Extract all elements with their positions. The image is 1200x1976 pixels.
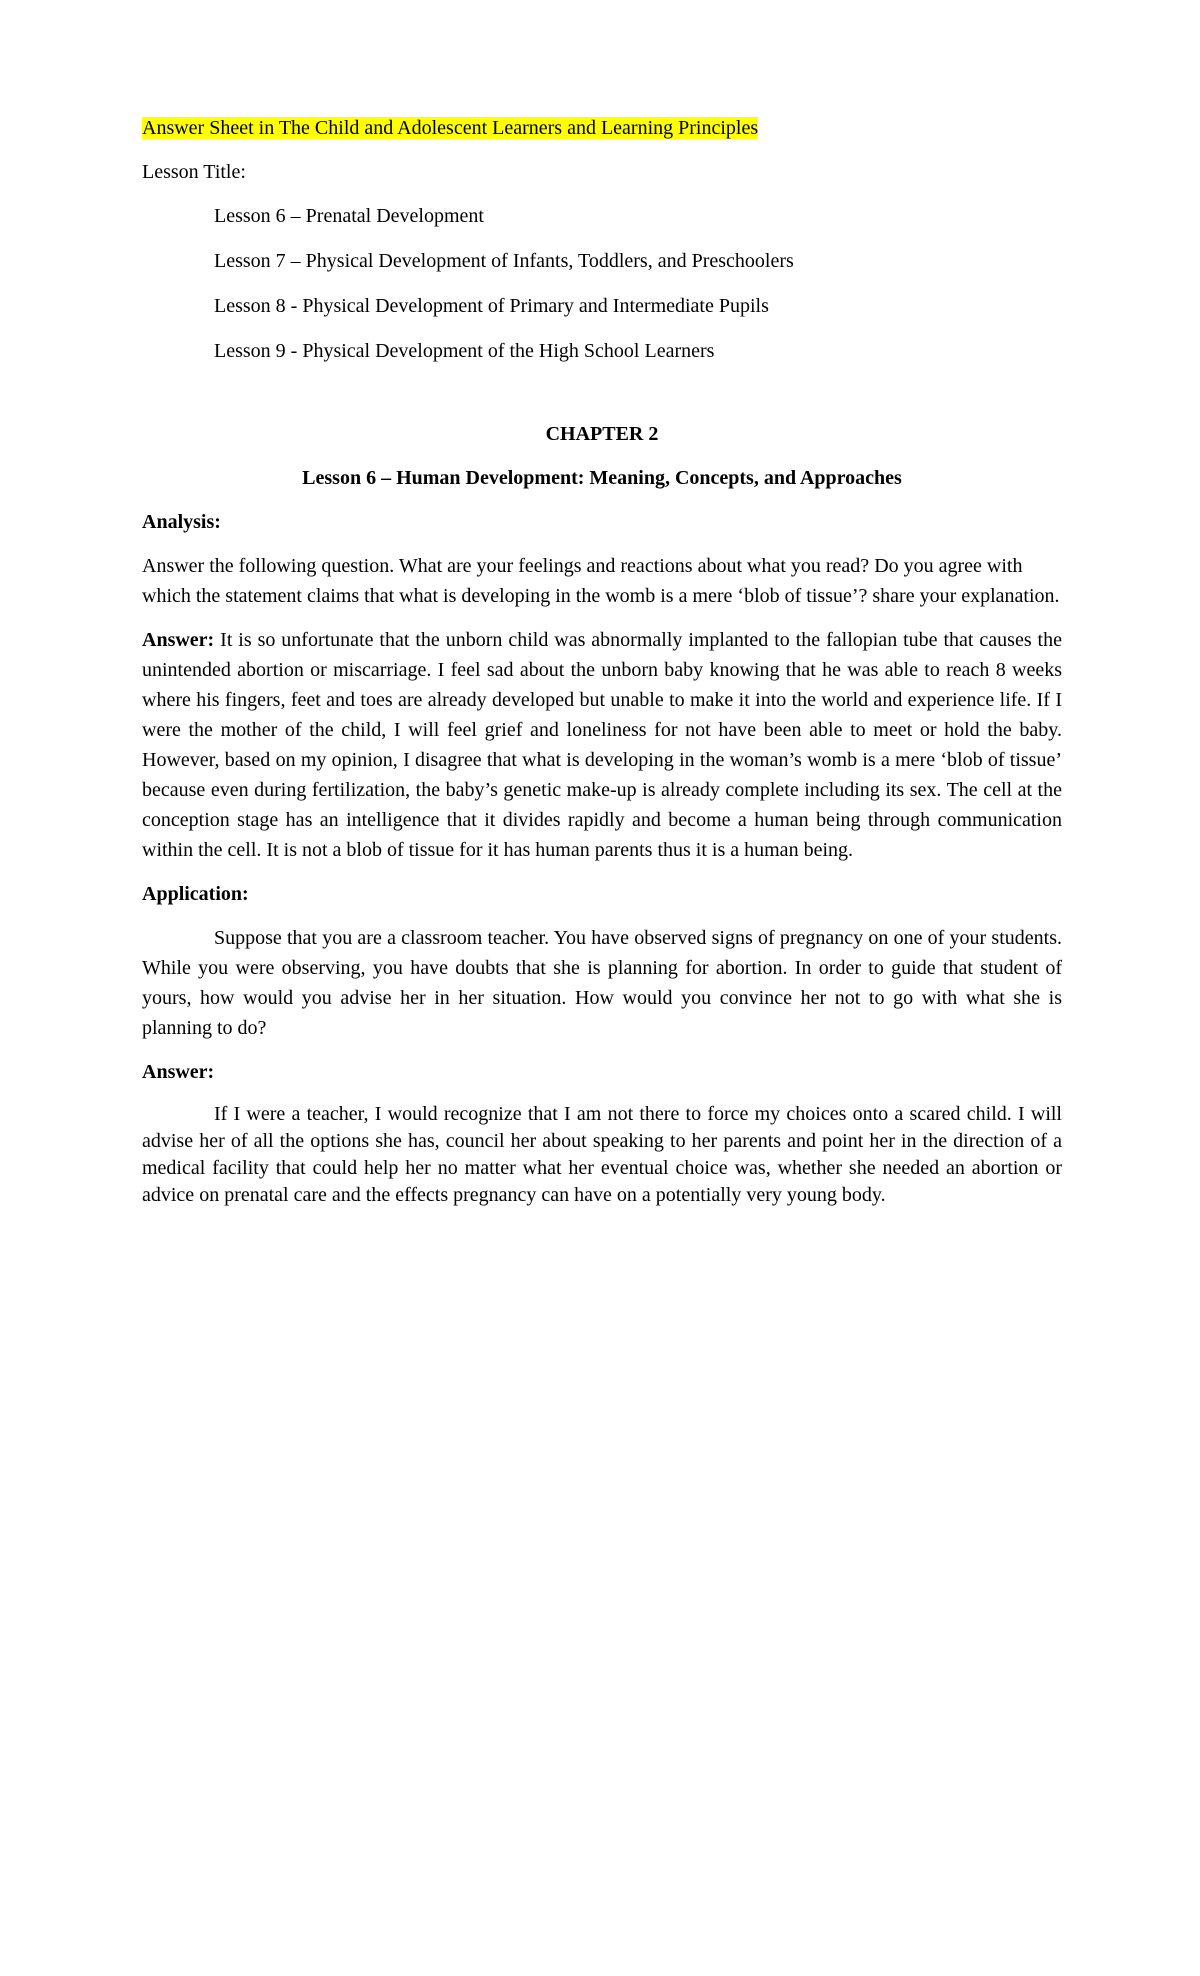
application-answer-label: Answer: <box>142 1061 215 1083</box>
application-question: Suppose that you are a classroom teacher. You have observed signs of pregnancy on one of your students. While you were observing, you have doubts that she is planning for abortion. In order to guide that student of yours, how would you advise her in her situation. How would you convince her not to go with what she is planning to do? <box>142 927 1062 1039</box>
application-heading: Application: <box>142 883 249 905</box>
lesson-item: Lesson 7 – Physical Development of Infants, Toddlers, and Preschoolers <box>214 250 794 272</box>
analysis-answer <box>142 625 1062 865</box>
highlighted-title: Answer Sheet in The Child and Adolescent Learners and Learning Principles <box>142 117 759 139</box>
application-answer-text: If I were a teacher, I would recognize that I am not there to force my choices onto a scared child. I will advise her of all the options she has, council her about speaking to her parents and point her in the direction of a medical facility that could help her no matter what her eventual choice was, whether she needed an abortion or advice on prenatal care and the effects pregnancy can have on a potentially very young body. <box>142 1103 1062 1206</box>
analysis-question: Answer the following question. What are your feelings and reactions about what you read? Do you agree with which the statement claims that what is developing in the womb is a mere ‘blob of tissue’? share your explanation. <box>142 555 1060 607</box>
document-header <box>142 113 1062 143</box>
analysis-heading: Analysis: <box>142 511 221 533</box>
chapter-subtitle: Lesson 6 – Human Development: Meaning, Concepts, and Approaches <box>302 467 902 489</box>
lesson-list <box>142 201 1062 366</box>
analysis-answer-label: Answer: <box>142 629 215 651</box>
lesson-title-label: Lesson Title: <box>142 161 246 183</box>
analysis-answer-text: It is so unfortunate that the unborn child was abnormally implanted to the fallopian tube that causes the unintended abortion or miscarriage. I feel sad about the unborn baby knowing that he was able to reach 8 weeks where his fingers, feet and toes are already developed but unable to make it into the world and experience life. If I were the mother of the child, I will feel grief and loneliness for not have been able to meet or hold the baby. However, based on my opinion, I disagree that what is developing in the woman’s womb is a mere ‘blob of tissue’ because even during fertilization, the baby’s genetic make-up is already complete including its sex. The cell at the conception stage has an intelligence that it divides rapidly and become a human being through communication within the cell. It is not a blob of tissue for it has human parents thus it is a human being. <box>142 629 1062 861</box>
chapter-title: CHAPTER 2 <box>545 423 659 445</box>
lesson-item: Lesson 8 - Physical Development of Primary and Intermediate Pupils <box>214 295 769 317</box>
lesson-item: Lesson 6 – Prenatal Development <box>214 205 484 227</box>
lesson-item: Lesson 9 - Physical Development of the High School Learners <box>214 340 715 362</box>
document-body <box>142 113 1062 1209</box>
